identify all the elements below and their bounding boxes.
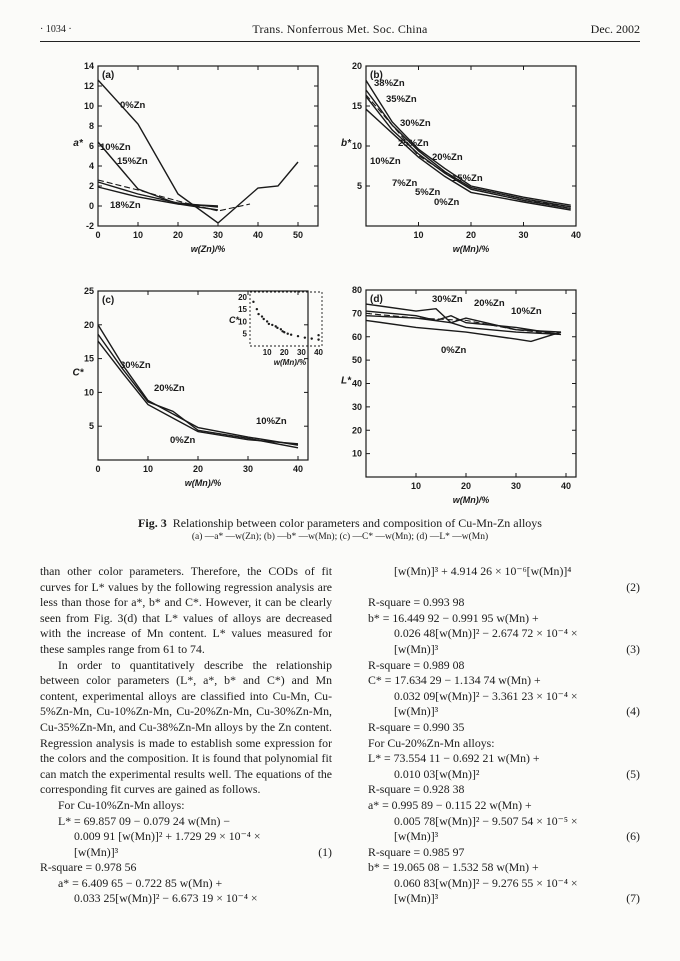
panel-a-annotation: 0%Zn <box>120 100 146 111</box>
equation-2-number-line <box>368 580 640 596</box>
equation-1-number: (1) <box>318 844 332 859</box>
panel-d-ytick-label: 10 <box>351 448 362 459</box>
panel-c-inset-ytick-label: 5 <box>242 329 247 339</box>
equation-5-line-1: L* = 73.554 11 − 0.692 21 w(Mn) + <box>368 751 540 766</box>
equation-7-line-3 <box>368 891 640 907</box>
panel-a-ytick-label: 12 <box>83 81 94 91</box>
panel-d-ytick-label: 30 <box>351 401 362 412</box>
panel-a-ylabel: a* <box>73 138 83 149</box>
panel-c-xtick-label: 0 <box>95 464 101 474</box>
panel-b-ytick-label: 15 <box>351 101 362 111</box>
equation-3-line-2: 0.026 48[w(Mn)]² − 2.674 72 × 10⁻⁴ × <box>394 626 578 641</box>
equation-6-line-1: a* = 0.995 89 − 0.115 22 w(Mn) + <box>368 797 532 812</box>
page-number: · 1034 · <box>40 24 72 35</box>
panel-b-annotation: 25%Zn <box>398 138 429 149</box>
panel-c-inset-ytick-label: 10 <box>238 317 247 327</box>
panel-a-ytick-label: 4 <box>88 161 94 171</box>
panel-a-xtick-label: 30 <box>212 230 224 240</box>
equation-4-number: (4) <box>626 704 640 719</box>
panel-c-ytick-label: 25 <box>83 286 94 296</box>
panel-b-annotation: 38%Zn <box>374 78 405 89</box>
panel-c-xtick-label: 10 <box>142 464 154 474</box>
equation-6-number: (6) <box>626 829 640 844</box>
panel-a-ytick-label: 6 <box>88 141 94 151</box>
panel-b-panel-label: (b) <box>370 70 383 81</box>
panel-c-inset-point <box>263 318 265 320</box>
journal-title: Trans. Nonferrous Met. Soc. China <box>252 22 428 36</box>
figure-label: Fig. 3 <box>138 516 167 530</box>
panel-d-xtick-label: 10 <box>410 481 422 491</box>
equation-1-line-3 <box>40 845 332 861</box>
panel-c-ylabel: C* <box>72 367 84 379</box>
panel-b-ytick-label: 5 <box>356 181 362 191</box>
panel-c-inset-ylabel: C* <box>228 315 240 325</box>
panel-c-ytick-label: 20 <box>83 319 94 330</box>
panel-a-xtick-label: 0 <box>95 230 101 240</box>
panel-b-annotation: 15%Zn <box>452 173 483 184</box>
panel-b-xtick-label: 40 <box>570 230 582 240</box>
panel-c-series-30pctZn <box>98 325 298 445</box>
panel-c-xtick-label: 30 <box>242 464 254 474</box>
panel-d-ytick-label: 70 <box>351 308 362 319</box>
panel-c-inset-point <box>256 308 258 310</box>
panel-c-ytick-label: 5 <box>88 421 94 432</box>
panel-d-xlabel: w(Mn)/% <box>452 495 490 505</box>
panel-c-inset-point <box>261 315 263 317</box>
panel-d-ytick-label: 20 <box>351 425 362 436</box>
panel-c-inset-xlabel: w(Mn)/% <box>273 358 307 367</box>
panel-c-ytick-label: 10 <box>83 387 94 398</box>
panel-a-xtick-label: 10 <box>132 230 144 240</box>
panel-b-xtick-label: 20 <box>465 230 477 240</box>
panel-c-inset-point <box>257 313 259 315</box>
panel-c-inset-point <box>280 328 282 330</box>
equation-2-line-3: [w(Mn)]³ + 4.914 26 × 10⁻⁶[w(Mn)]⁴ <box>394 564 572 578</box>
alloy-group-heading-2: For Cu-20%Zn-Mn alloys: <box>368 735 495 750</box>
figure-caption-text: Relationship between color parameters and composition of Cu-Mn-Zn alloys <box>172 516 542 530</box>
panel-d-annotation: 10%Zn <box>511 306 542 317</box>
panel-c-inset-point <box>283 331 285 333</box>
panel-d-annotation: 30%Zn <box>432 294 463 305</box>
equation-7-number: (7) <box>626 891 640 906</box>
r-square-1: R-square = 0.978 56 <box>40 860 137 875</box>
panel-c-inset-point <box>290 334 292 336</box>
equation-4-line-3 <box>368 704 640 720</box>
panel-c-ytick-label: 15 <box>83 353 94 364</box>
panel-c-inset-xtick-label: 10 <box>262 348 272 357</box>
equation-3-term: [w(Mn)]³ <box>394 641 439 656</box>
alloy-group-heading: For Cu-10%Zn-Mn alloys: <box>58 797 185 812</box>
panel-b-annotation: 7%Zn <box>392 178 418 189</box>
equation-1-line-2: 0.009 91 [w(Mn)]² + 1.729 29 × 10⁻⁴ × <box>74 829 261 844</box>
panel-c-inset-point <box>304 336 306 338</box>
panel-b-xtick-label: 10 <box>413 230 424 240</box>
r-square-6: R-square = 0.985 97 <box>368 844 465 859</box>
panel-b-xlabel: w(Mn)/% <box>452 244 490 254</box>
panel-b-ytick-label: 10 <box>351 141 362 151</box>
equation-2-line-2: 0.033 25[w(Mn)]² − 6.673 19 × 10⁻⁴ × <box>74 891 258 906</box>
panel-c-xtick-label: 40 <box>292 464 304 474</box>
panel-c-inset-point <box>287 333 289 335</box>
left-column <box>40 564 332 907</box>
panel-a-annotation: 10%Zn <box>100 142 131 153</box>
equation-5-term: 0.010 03[w(Mn)]² <box>394 766 480 781</box>
equation-6-line-2: 0.005 78[w(Mn)]² − 9.507 54 × 10⁻⁵ × <box>394 813 578 828</box>
panel-a-xlabel: w(Zn)/% <box>190 244 226 254</box>
equation-4-term: [w(Mn)]³ <box>394 704 439 719</box>
panel-d-ytick-label: 80 <box>351 285 362 295</box>
right-column <box>368 564 640 907</box>
panel-c-annotation: 30%Zn <box>120 360 151 371</box>
panel-b-annotation: 30%Zn <box>400 118 431 129</box>
panel-b-ytick-label: 20 <box>351 61 362 71</box>
equation-3-line-1: b* = 16.449 92 − 0.991 95 w(Mn) + <box>368 610 539 625</box>
paragraph-1: than other color parameters. Therefore, the CODs of fit curves for L* values by the following regression analysis are less than those for a*, b* and C*. However, it can be clearly seen from Fig. 3(d) that L* values of alloys are decreased with the increase of Mn content. L* values measured for these samples range from 61 to 74. <box>40 564 332 656</box>
equation-3-line-3 <box>368 642 640 658</box>
panel-a-ytick-label: 14 <box>83 61 94 71</box>
equation-2-number: (2) <box>626 579 640 594</box>
panel-c-inset-point <box>268 323 270 325</box>
issue-date: Dec. 2002 <box>590 22 640 36</box>
r-square-3: R-square = 0.989 08 <box>368 657 465 672</box>
panel-c-annotation: 0%Zn <box>170 435 196 446</box>
equation-6-line-3 <box>368 829 640 845</box>
equation-1-line-1: L* = 69.857 09 − 0.079 24 w(Mn) − <box>58 813 230 828</box>
equation-1-term: [w(Mn)]³ <box>74 844 119 859</box>
panel-a-xtick-label: 20 <box>172 230 184 240</box>
r-square-2: R-square = 0.993 98 <box>368 595 465 610</box>
panel-c-inset-point <box>311 337 313 339</box>
r-square-5: R-square = 0.928 38 <box>368 782 465 797</box>
panel-d-ylabel: L* <box>341 375 351 387</box>
panel-c-xtick-label: 20 <box>192 464 204 474</box>
panel-c-inset-xtick-label: 20 <box>279 348 289 357</box>
panel-a-xtick-label: 50 <box>292 230 304 240</box>
equation-7-line-2: 0.060 83[w(Mn)]² − 9.276 55 × 10⁻⁴ × <box>394 875 578 890</box>
panel-c-inset-point <box>317 338 319 340</box>
panel-b-ylabel: b* <box>341 138 351 149</box>
panel-a-annotation: 18%Zn <box>110 200 141 211</box>
panel-c-inset-ytick-label: 15 <box>238 305 247 315</box>
panel-d-xtick-label: 20 <box>460 481 472 491</box>
panel-a-ytick-label: 8 <box>88 121 94 131</box>
panel-d-xtick-label: 30 <box>510 481 522 491</box>
panel-a-ytick-label: 2 <box>88 181 94 191</box>
panel-c-annotation: 20%Zn <box>154 383 185 394</box>
panel-a-xtick-label: 40 <box>252 230 264 240</box>
equation-6-term: [w(Mn)]³ <box>394 829 439 844</box>
panel-c-inset-point <box>317 334 319 336</box>
panel-a-ytick-label: -2 <box>85 221 94 231</box>
equation-3-number: (3) <box>626 641 640 656</box>
panel-c-inset-xtick-label: 40 <box>314 348 324 357</box>
equation-2-line-1: a* = 6.409 65 − 0.722 85 w(Mn) + <box>58 875 223 890</box>
panel-c-panel-label: (c) <box>102 295 115 306</box>
panel-c-inset-ytick-label: 20 <box>238 292 247 302</box>
panel-d-ytick-label: 60 <box>351 331 362 342</box>
panel-a-ytick-label: 10 <box>83 101 94 111</box>
panel-d-frame <box>366 290 576 477</box>
panel-c-inset-point <box>276 327 278 329</box>
panel-c-inset-point <box>252 301 254 303</box>
equation-4-line-1: C* = 17.634 29 − 1.134 74 w(Mn) + <box>368 673 541 688</box>
equation-4-line-2: 0.032 09[w(Mn)]² − 3.361 23 × 10⁻⁴ × <box>394 688 578 703</box>
panel-d-panel-label: (d) <box>370 294 383 305</box>
panel-d-annotation: 0%Zn <box>441 345 467 356</box>
equation-5-line-2 <box>368 767 640 783</box>
panel-b-annotation: 5%Zn <box>415 187 441 198</box>
paragraph-2: In order to quantitatively describe the relationship between color parameters (L*, a*, b* and C*) and Mn content, experimental alloys are classified into Cu-Mn, Cu-5%Zn-Mn, Cu-10%Zn-Mn, Cu-20%Zn-Mn, Cu-30%Zn-Mn, Cu-35%Zn-Mn, and Cu-38%Zn-Mn alloys by the Zn content. Regression analysis is made to establish some expression for the colors and the composition. It is found that polynomial fit can match the experimental results well. The equations of the corresponding fit curves are gained as follows. <box>40 657 332 797</box>
panel-c-inset-xtick-label: 30 <box>296 348 306 357</box>
panel-b-annotation: 10%Zn <box>370 156 401 167</box>
panel-d-ytick-label: 50 <box>351 355 362 366</box>
panel-b-xtick-label: 30 <box>518 230 529 240</box>
panel-b-series-35pctZn <box>366 90 571 207</box>
panel-a-ytick-label: 0 <box>88 201 94 211</box>
panel-c-inset-point <box>297 335 299 337</box>
panel-c-xlabel: w(Mn)/% <box>184 478 222 488</box>
figure-caption <box>40 516 640 531</box>
panel-c-inset-point <box>271 324 273 326</box>
equation-7-term: [w(Mn)]³ <box>394 891 439 906</box>
panel-b-annotation: 35%Zn <box>386 94 417 105</box>
figure-subcaption: (a) —a* —w(Zn); (b) —b* —w(Mn); (c) —C* —w(Mn); (d) —L* —w(Mn) <box>191 532 489 542</box>
panel-d-xtick-label: 40 <box>560 481 572 491</box>
panel-b-annotation: 0%Zn <box>434 197 460 208</box>
equation-5-number: (5) <box>626 766 640 781</box>
panel-c-inset-point <box>266 320 268 322</box>
r-square-4: R-square = 0.990 35 <box>368 719 465 734</box>
panel-c-annotation: 10%Zn <box>256 416 287 427</box>
equation-7-line-1: b* = 19.065 08 − 1.532 58 w(Mn) + <box>368 860 539 875</box>
panel-d-annotation: 20%Zn <box>474 298 505 309</box>
panel-b-annotation: 20%Zn <box>432 152 463 163</box>
panel-a-annotation: 15%Zn <box>117 156 148 167</box>
panel-d-ytick-label: 40 <box>351 378 362 389</box>
panel-a-panel-label: (a) <box>102 70 115 81</box>
